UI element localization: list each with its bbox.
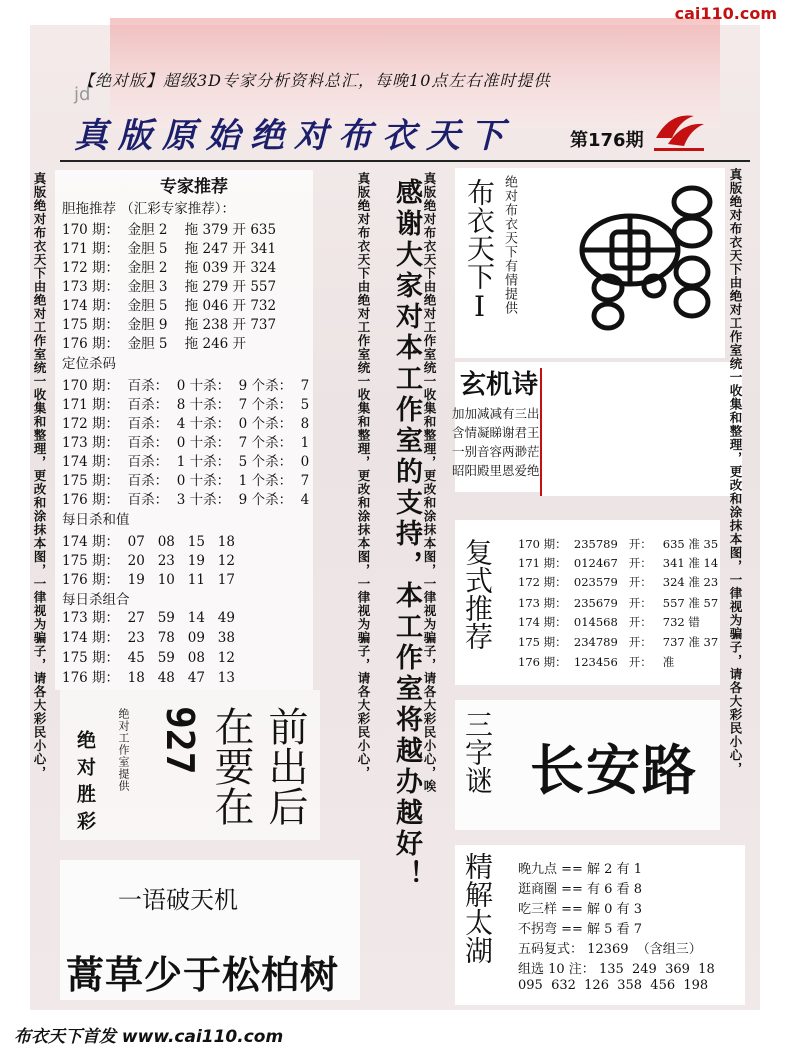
buyi-subtitle: 绝对布衣天下有情提供 — [502, 175, 517, 315]
table-row: 170 期： 金胆 2 拖 379 开 635 — [62, 222, 277, 238]
sum-header: 每日杀和值 — [62, 512, 130, 528]
shengcai-digits: 927 — [158, 706, 202, 775]
page-title: 真版原始绝对布衣天下 — [74, 116, 514, 156]
list-item: 吃三样 == 解 0 有 3 — [518, 902, 642, 917]
expert-title: 专家推荐 — [160, 177, 228, 197]
combo-header: 每日杀组合 — [62, 592, 130, 608]
table-row: 176 期： 123456 开： 准 — [518, 655, 675, 669]
table-row: 176 期： 金胆 5 拖 246 开 — [62, 336, 247, 352]
sanzi-answer: 长安路 — [530, 738, 698, 802]
kill-header: 定位杀码 — [62, 356, 116, 372]
list-item: 不拐弯 == 解 5 看 7 — [518, 922, 642, 937]
poem-line: 一别音容两渺茫 — [452, 444, 540, 459]
site-watermark: cai110.com — [674, 4, 777, 23]
yiyu-label: 一语破天机 — [118, 886, 238, 914]
table-row: 174 期： 07 08 15 18 — [62, 534, 235, 550]
right-warning-column: 真版绝对布衣天下由绝对工作室统一收集和整理，更改和涂抹本图，一律视为骗子，请各大彩民小心， — [728, 168, 743, 776]
poem-line: 加加减减有三出 — [452, 406, 540, 421]
sanzi-title: 三字谜 — [461, 710, 494, 794]
table-row: 176 期： 百杀： 3 十杀： 9 个杀： 4 — [62, 492, 310, 508]
shengcai-label: 绝对胜彩 — [74, 730, 96, 838]
table-row: 172 期： 百杀： 4 十杀： 0 个杀： 8 — [62, 416, 310, 432]
table-row: 175 期： 45 59 08 12 — [62, 650, 235, 666]
list-item: 095 632 126 358 456 198 — [518, 978, 709, 993]
list-item: 逛商圈 == 有 6 看 8 — [518, 882, 642, 897]
poem-line: 昭阳殿里恩爱绝 — [452, 463, 540, 478]
list-item: 组选 10 注： 135 249 369 18 — [518, 962, 715, 977]
list-item: 晚九点 == 解 2 有 1 — [518, 862, 642, 877]
header-tagline: 【绝对版】超级3D专家分析资料总汇，每晚10点左右准时提供 — [78, 71, 551, 90]
xuanji-title: 玄机诗 — [460, 370, 539, 400]
table-row: 175 期： 20 23 19 12 — [62, 553, 235, 569]
table-row: 170 期： 235789 开： 635 准 35 — [518, 537, 719, 551]
mid2-warning-column: 真版绝对布衣天下由绝对工作室统一收集和整理，更改和涂抹本图，一律视为骗子，请各大彩民小心，唉 — [422, 172, 437, 793]
jingjie-title: 精解太湖 — [461, 852, 494, 964]
table-row: 172 期： 金胆 2 拖 039 开 324 — [62, 260, 277, 276]
table-row: 175 期： 金胆 9 拖 238 开 737 — [62, 317, 277, 333]
mid-warning-column: 真版绝对布衣天下由绝对工作室统一收集和整理，更改和涂抹本图，一律视为骗子，请各大彩民小心， — [356, 172, 371, 780]
table-row: 171 期： 012467 开： 341 准 14 — [518, 556, 719, 570]
redacted-box — [540, 368, 742, 496]
table-row: 174 期： 金胆 5 拖 046 开 732 — [62, 298, 277, 314]
issue-number: 第176期 — [570, 130, 644, 151]
table-row: 173 期： 百杀： 0 十杀： 7 个杀： 1 — [62, 435, 310, 451]
left-warning-column: 真版绝对布衣天下由绝对工作室统一收集和整理，更改和涂抹本图，一律视为骗子，请各大彩民小心， — [32, 172, 47, 780]
table-row: 176 期： 18 48 47 13 — [62, 670, 235, 686]
table-row: 174 期： 23 78 09 38 — [62, 630, 235, 646]
table-row: 173 期： 金胆 3 拖 279 开 557 — [62, 279, 277, 295]
footer-text[interactable]: 布衣天下首发 www.cai110.com — [14, 1027, 284, 1047]
table-row: 176 期： 19 10 11 17 — [62, 572, 235, 588]
table-row: 171 期： 百杀： 8 十杀： 7 个杀： 5 — [62, 397, 310, 413]
thanks-message: 感谢大家对本工作室的支持，本工作室将越办越好！ — [391, 178, 422, 891]
table-row: 173 期： 235679 开： 557 准 57 — [518, 596, 719, 610]
fushi-title: 复式推荐 — [461, 538, 494, 650]
yiyu-answer: 蒿草少于松柏树 — [66, 952, 340, 997]
table-row: 173 期： 27 59 14 49 — [62, 610, 235, 626]
dan-header: 胆拖推荐 （汇彩专家推荐）： — [62, 201, 236, 217]
buyi-title: 布衣天下Ⅰ — [463, 178, 496, 323]
poem-line: 含情凝睇谢君王 — [452, 425, 540, 440]
header-jd: jd — [74, 84, 91, 105]
table-row: 170 期： 百杀： 0 十杀： 9 个杀： 7 — [62, 378, 310, 394]
shengcai-col2: 在要在 — [208, 706, 254, 826]
title-divider — [60, 160, 750, 162]
lottery-logo-icon — [650, 108, 708, 154]
shengcai-small: 绝对工作室提供 — [117, 708, 130, 792]
table-row: 171 期： 金胆 5 拖 247 开 341 — [62, 241, 277, 257]
cartoon-figure-icon — [570, 180, 720, 350]
table-row: 174 期： 百杀： 1 十杀： 5 个杀： 0 — [62, 454, 310, 470]
list-item: 五码复式： 12369 （含组三） — [518, 942, 702, 957]
table-row: 175 期： 234789 开： 737 准 37 — [518, 635, 719, 649]
table-row: 175 期： 百杀： 0 十杀： 1 个杀： 7 — [62, 473, 310, 489]
shengcai-col3: 前出后 — [262, 706, 308, 826]
table-row: 174 期： 014568 开： 732 错 — [518, 615, 700, 629]
table-row: 172 期： 023579 开： 324 准 23 — [518, 575, 719, 589]
